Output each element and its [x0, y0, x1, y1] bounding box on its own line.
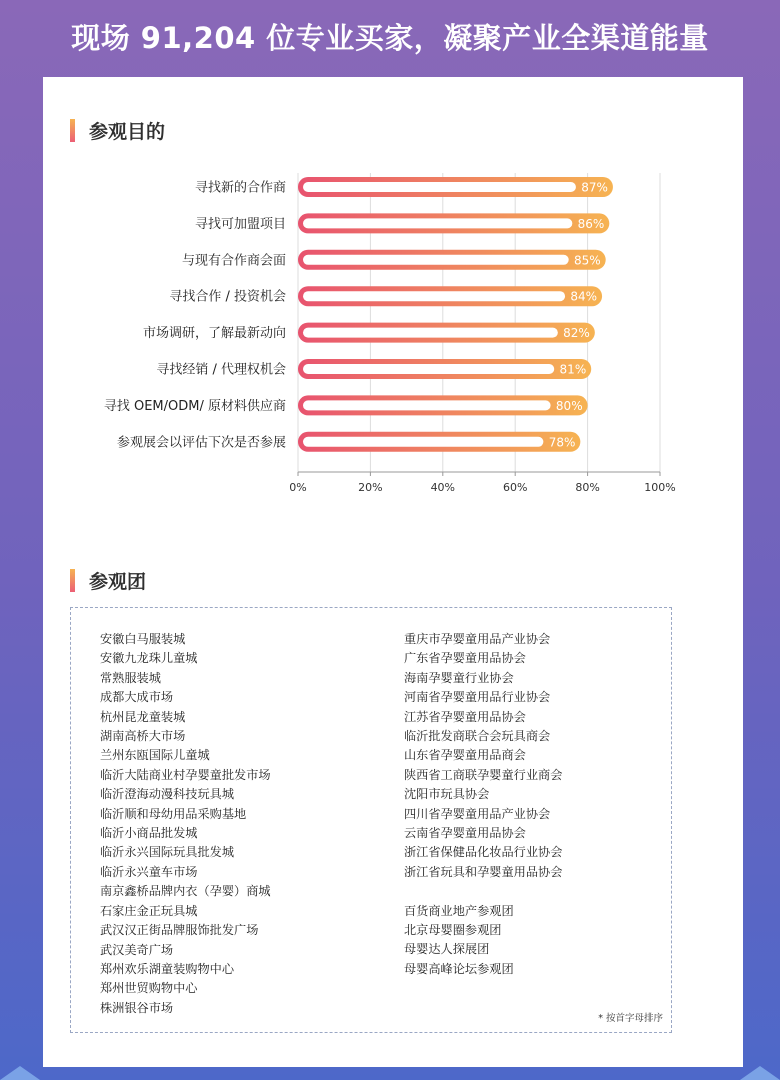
- bar-value-label: 86%: [577, 216, 605, 231]
- group-item: 石家庄金正玩具城: [100, 903, 198, 918]
- bar-inner-track: [303, 328, 558, 338]
- bar-inner-track: [303, 437, 543, 447]
- bar-inner-track: [303, 182, 576, 192]
- group-item: 武汉美奇广场: [100, 942, 174, 957]
- purpose-section-title: 参观目的: [89, 121, 166, 143]
- page-headline: 现场 91,204 位专业买家，凝聚产业全渠道能量: [71, 21, 709, 55]
- x-tick-label: 40%: [430, 481, 456, 494]
- group-item: 海南孕婴童行业协会: [404, 670, 514, 685]
- group-item: 郑州欢乐湖童装购物中心: [100, 961, 235, 976]
- group-item: 重庆市孕婴童用品产业协会: [404, 632, 551, 646]
- x-tick-label: 60%: [502, 481, 528, 494]
- group-item: 株洲银谷市场: [100, 1000, 174, 1015]
- group-item: 临沂顺和母幼用品采购基地: [100, 806, 247, 821]
- bar-inner-track: [303, 291, 565, 301]
- group-item: 陕西省工商联孕婴童行业商会: [404, 767, 563, 782]
- group-item: 临沂小商品批发城: [100, 826, 198, 841]
- bar-value-label: 87%: [581, 180, 608, 195]
- group-item: 安徽白马服装城: [100, 632, 186, 646]
- bar-value-label: 82%: [563, 326, 590, 341]
- group-item: 临沂永兴国际玩具批发城: [100, 845, 235, 860]
- bar-value-label: 80%: [555, 398, 583, 413]
- category-label: 参观展会以评估下次是否参展: [116, 435, 286, 451]
- list-spacer: [404, 882, 562, 901]
- group-item: 武汉汉正街品牌服饰批发广场: [100, 923, 259, 938]
- group-item: 百货商业地产参观团: [404, 903, 514, 918]
- group-section-title: 参观团: [89, 571, 147, 593]
- category-label: 寻找合作 / 投资机会: [169, 289, 286, 305]
- bar-inner-track: [303, 400, 551, 410]
- bar-value-label: 84%: [570, 289, 598, 304]
- group-item: 临沂澄海动漫科技玩具城: [100, 787, 235, 802]
- group-item: 常熟服装城: [100, 670, 161, 685]
- group-item: 兰州东瓯国际儿童城: [100, 748, 210, 763]
- group-item: 沈阳市玩具协会: [404, 787, 490, 802]
- category-label: 与现有合作商会面: [181, 253, 286, 269]
- group-item: 临沂批发商联合会玩具商会: [404, 729, 551, 744]
- group-item: 山东省孕婴童用品商会: [404, 748, 526, 763]
- group-item: 北京母婴圈参观团: [404, 923, 502, 938]
- bar-value-label: 85%: [574, 253, 601, 268]
- x-tick-label: 20%: [358, 481, 383, 494]
- bar-value-label: 78%: [548, 435, 576, 450]
- group-item: 四川省孕婴童用品产业协会: [404, 806, 551, 821]
- category-label: 寻找 OEM/ODM/ 原材料供应商: [103, 398, 286, 414]
- corner-glow-right: [720, 1058, 780, 1080]
- group-item: 临沂永兴童车市场: [100, 864, 198, 879]
- group-item: 浙江省保健品化妆品行业协会: [404, 845, 563, 860]
- sort-footnote: * 按首字母排序: [598, 1013, 663, 1024]
- category-label: 市场调研，了解最新动向: [142, 326, 286, 342]
- group-item: 江苏省孕婴童用品协会: [404, 709, 526, 724]
- group-section-header: [70, 567, 146, 594]
- group-item: 广东省孕婴童用品协会: [404, 651, 526, 666]
- group-item: 母婴高峰论坛参观团: [404, 961, 514, 976]
- category-label: 寻找经销 / 代理权机会: [156, 362, 286, 378]
- section-accent-bar: [70, 569, 75, 592]
- group-item: 杭州昆龙童装城: [100, 709, 186, 724]
- x-tick-label: 100%: [644, 481, 676, 494]
- group-item: 湖南高桥大市场: [100, 729, 186, 744]
- x-tick-label: 0%: [289, 481, 307, 494]
- content-card: [43, 77, 743, 1067]
- category-label: 寻找新的合作商: [194, 180, 286, 196]
- purpose-bar-chart: [43, 77, 743, 517]
- group-item: 安徽九龙珠儿童城: [100, 651, 198, 666]
- groups-right-column: [404, 630, 562, 979]
- corner-glow-left: [0, 1058, 60, 1080]
- group-item: 郑州世贸购物中心: [100, 981, 198, 996]
- bar-inner-track: [303, 364, 554, 374]
- bar-inner-track: [303, 218, 572, 228]
- group-item: 云南省孕婴童用品协会: [404, 826, 526, 841]
- bar-inner-track: [303, 255, 569, 265]
- groups-left-column: [100, 630, 271, 1018]
- group-item: 临沂大陆商业村孕婴童批发市场: [100, 767, 271, 782]
- visitor-groups-box: [70, 607, 672, 1033]
- group-item: 成都大成市场: [100, 690, 174, 705]
- x-tick-label: 80%: [575, 481, 600, 494]
- group-item: 南京鑫桥品牌内衣（孕婴）商城: [100, 884, 271, 899]
- group-item: 浙江省玩具和孕婴童用品协会: [404, 864, 563, 879]
- category-label: 寻找可加盟项目: [194, 216, 286, 232]
- group-item: 母婴达人探展团: [404, 942, 490, 957]
- bar-value-label: 81%: [559, 362, 587, 377]
- group-item: 河南省孕婴童用品行业协会: [404, 690, 551, 705]
